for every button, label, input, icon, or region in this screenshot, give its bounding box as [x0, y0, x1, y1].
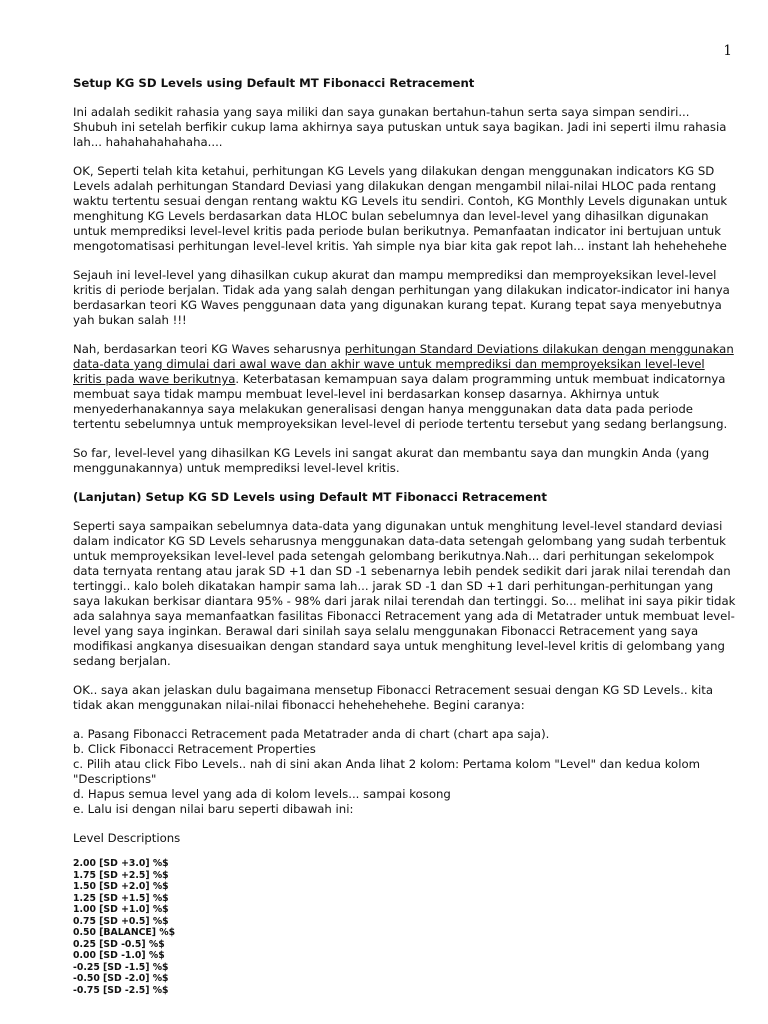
step-item: e. Lalu isi dengan nilai baru seperti dibawah ini: — [73, 802, 354, 816]
setup-steps-list — [73, 727, 737, 817]
fibo-level-row: 0.75 [SD +0.5] %$ — [73, 915, 169, 927]
fibo-level-row: -0.25 [SD -1.5] %$ — [73, 961, 169, 973]
section1-paragraph-2: OK, Seperti telah kita ketahui, perhitungan KG Levels yang dilakukan dengan menggunakan indicators KG SD Levels adalah perhitungan Standard Deviasi yang dilakukan dengan mengambil nilai-nilai HLOC pada rentang waktu tertentu sesuai dengan rentang waktu KG Levels itu sendiri. Contoh, KG Monthly Levels digunakan untuk menghitung KG Levels berdasarkan data HLOC bulan sebelumnya dan level-level yang dihasilkan digunakan untuk memprediksi level-level kritis pada periode bulan berikutnya. Pemanfaatan indicator ini bertujuan untuk mengotomatisasi perhitungan level-level kritis. Yah simple nya biar kita gak repot lah... instant lah hehehehehe — [73, 164, 728, 253]
fibo-level-row: 1.25 [SD +1.5] %$ — [73, 892, 169, 904]
step-item: c. Pilih atau click Fibo Levels.. nah di sini akan Anda lihat 2 kolom: Pertama kolom "Level" dan kedua kolom "Descriptions" — [73, 757, 700, 786]
section1-paragraph-1: Ini adalah sedikit rahasia yang saya miliki dan saya gunakan bertahun-tahun serta saya simpan sendiri... Shubuh ini setelah berfikir cukup lama akhirnya saya putuskan untuk saya bagikan. Jadi ini seperti ilmu rahasia lah... hahahahahahaha.... — [73, 105, 727, 149]
fibo-level-row: -0.50 [SD -2.0] %$ — [73, 973, 169, 984]
level-descriptions-label: Level Descriptions — [73, 831, 181, 845]
fibo-level-row: 2.00 [SD +3.0] %$ — [73, 858, 169, 869]
fibo-level-row: 1.50 [SD +2.0] %$ — [73, 881, 169, 892]
section1-paragraph-4 — [73, 342, 737, 432]
step-item: a. Pasang Fibonacci Retracement pada Metatrader anda di chart (chart apa saja). — [73, 727, 550, 741]
fibo-level-row: -0.75 [SD -2.5] %$ — [73, 984, 169, 996]
fibo-level-row: 1.00 [SD +1.0] %$ — [73, 904, 169, 915]
section1-paragraph-5: So far, level-level yang dihasilkan KG Levels ini sangat akurat dan membantu saya dan mungkin Anda (yang menggunakannya) untuk memprediksi level-level kritis. — [73, 446, 710, 475]
paragraph-4-underlined-text: perhitungan Standard Deviations dilakukan dengan menggunakan data-data yang dimulai dari awal wave dan akhir wave untuk memprediksi dan memproyeksikan level-level kritis pada wave berikutnya — [73, 342, 734, 386]
fibo-level-row: 0.00 [SD -1.0] %$ — [73, 950, 165, 961]
paragraph-4-rest: . Keterbatasan kemampuan saya dalam programming untuk membuat indicatornya membuat saya tidak mampu membuat level-level ini berdasarkan konsep dasarnya. Akhirnya untuk menyederhanakannya saya melakukan generalisasi dengan hanya menggunakan data data pada periode tertentu sebelumnya untuk memproyeksikan level-level di periode tertentu tersebut yang sedang berlangsung. — [73, 372, 728, 431]
fibo-level-row: 1.75 [SD +2.5] %$ — [73, 869, 169, 881]
document-body — [73, 76, 737, 996]
section2-paragraph-1: Seperti saya sampaikan sebelumnya data-data yang digunakan untuk menghitung level-level standard deviasi dalam indicator KG SD Levels seharusnya menggunakan data-data setengah gelombang yang sudah terbentuk untuk memproyeksikan level-level pada setengah gelombang berikutnya.Nah... dari perhitungan sekelompok data ternyata rentang atau jarak SD +1 dan SD -1 sebenarnya lebih pendek sedikit dari jarak nilai terendah dan tertinggi.. kalo boleh dikatakan hampir sama lah... jarak SD -1 dan SD +1 dari perhitungan-perhitungan yang saya lakukan berkisar diantara 95% - 98% dari jarak nilai terendah dan tertinggi. So... melihat ini saya pikir tidak ada salahnya saya memanfaatkan fasilitas Fibonacci Retracement yang ada di Metatrader untuk membuat level-level yang saya inginkan. Berawal dari sinilah saya selalu menggunakan Fibonacci Retracement yang saya modifikasi angkanya disesuaikan dengan standard saya untuk menghitung level-level kritis di gelombang yang sedang berjalan. — [73, 519, 736, 668]
fibo-level-row: 0.50 [BALANCE] %$ — [73, 927, 176, 938]
paragraph-4-intro: Nah, berdasarkan teori KG Waves seharusnya — [73, 342, 345, 356]
section2-paragraph-2: OK.. saya akan jelaskan dulu bagaimana mensetup Fibonacci Retracement sesuai dengan KG SD Levels.. kita tidak akan menggunakan nilai-nilai fibonacci hehehehehehe. Begini caranya: — [73, 683, 714, 712]
fibo-level-row: 0.25 [SD -0.5] %$ — [73, 938, 165, 950]
step-item: b. Click Fibonacci Retracement Properties — [73, 742, 316, 756]
fibo-levels-list — [73, 858, 737, 996]
page-number: 1 — [723, 43, 732, 59]
section1-paragraph-3: Sejauh ini level-level yang dihasilkan cukup akurat dan mampu memprediksi dan memproyeksikan level-level kritis di periode berjalan. Tidak ada yang salah dengan perhitungan yang dilakukan indicator-indicator ini hanya berdasarkan teori KG Waves penggunaan data yang digunakan kurang tepat. Kurang tepat saya menyebutnya yah bukan salah !!! — [73, 268, 730, 327]
step-item: d. Hapus semua level yang ada di kolom levels... sampai kosong — [73, 787, 451, 801]
section2-title: (Lanjutan) Setup KG SD Levels using Default MT Fibonacci Retracement — [73, 490, 547, 504]
section1-title: Setup KG SD Levels using Default MT Fibonacci Retracement — [73, 76, 475, 90]
